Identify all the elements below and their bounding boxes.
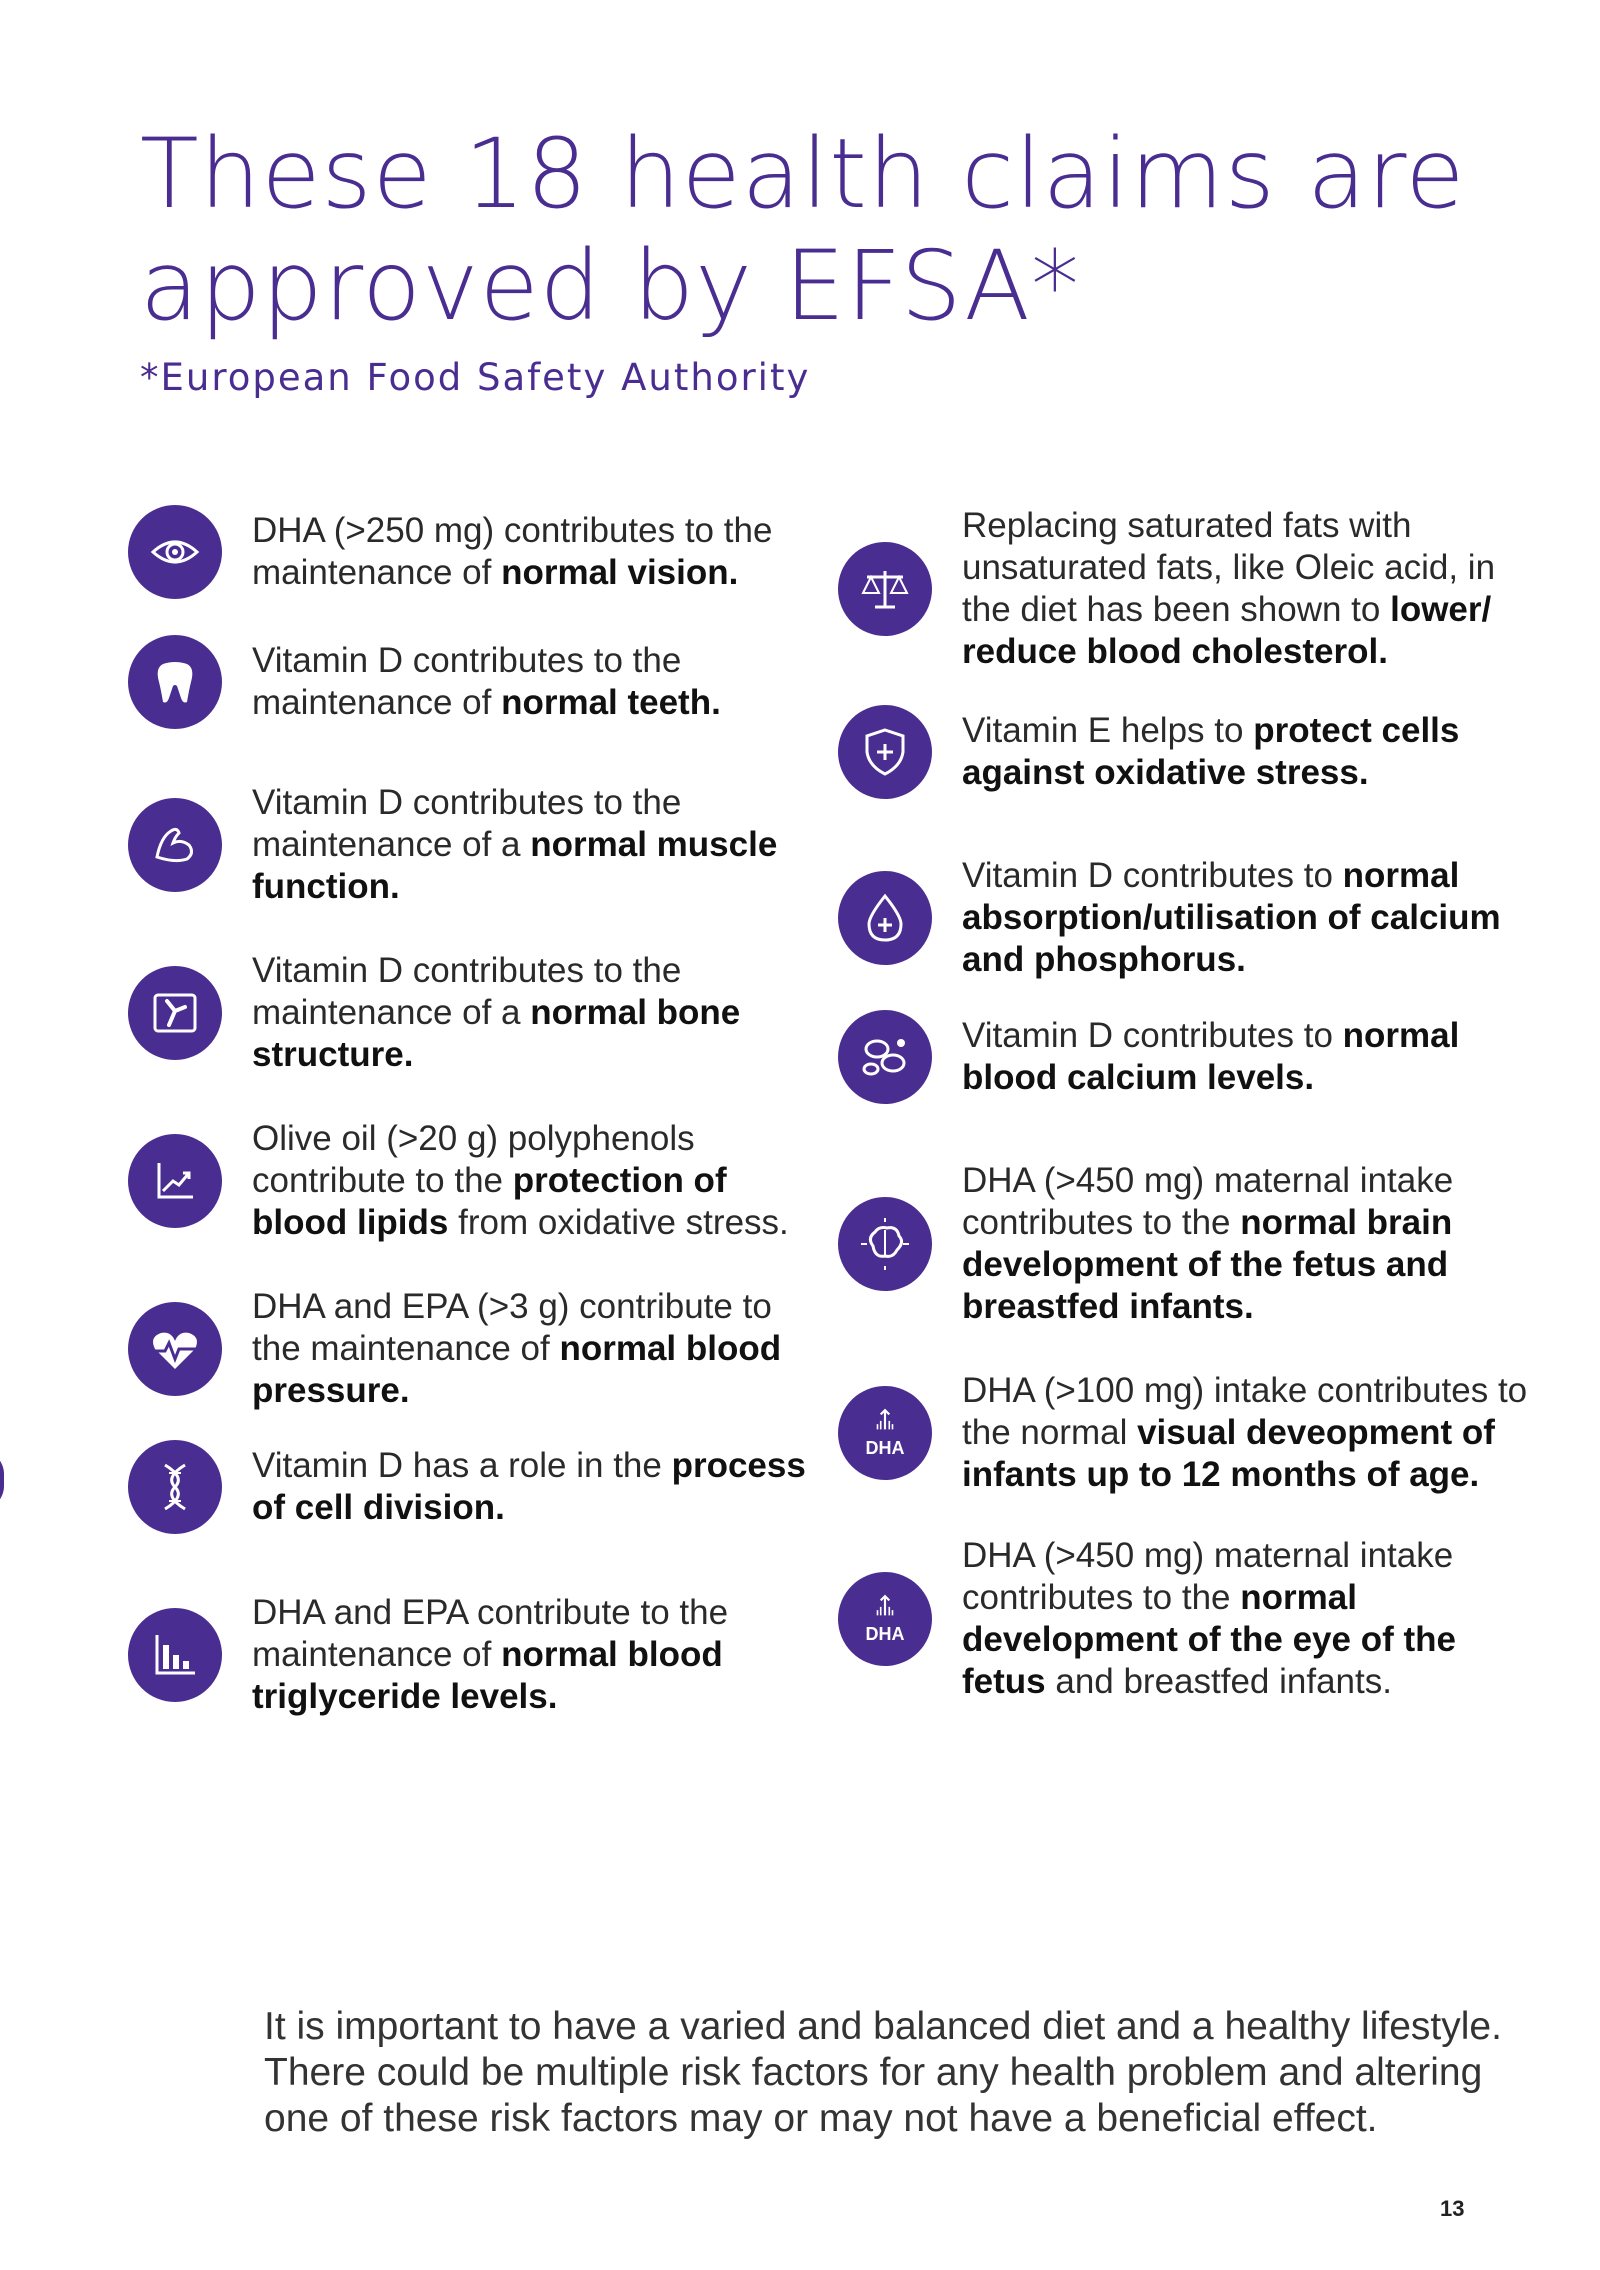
scales-icon (838, 542, 932, 636)
claim-cell-division (128, 1440, 812, 1534)
brain-icon (838, 1197, 932, 1291)
claim-text: Olive oil (>20 g) polyphenols contribute to the protection of blood lipids from oxidative stress. (252, 1119, 789, 1242)
claim-normal-vision (128, 505, 812, 599)
bone-joint-icon (128, 966, 222, 1060)
claim-text: Vitamin D contributes to the maintenance of normal teeth. (252, 641, 721, 722)
claim-calcium-absorption (838, 855, 1532, 981)
claim-text: Vitamin D contributes to normal blood calcium levels. (962, 1016, 1460, 1097)
page-number: 13 (1440, 2196, 1465, 2221)
page-title (140, 118, 1520, 342)
claim-text: DHA (>450 mg) maternal intake contributes to the normal development of the eye of the fetus and breastfed infants. (962, 1536, 1456, 1701)
trend-chart-icon (128, 1134, 222, 1228)
subtitle: *European Food Safety Authority (140, 356, 811, 399)
claim-text: Vitamin D has a role in the process of cell division. (252, 1446, 806, 1527)
claim-text: Vitamin D contributes to the maintenance of a normal bone structure. (252, 951, 741, 1074)
claim-text: DHA and EPA contribute to the maintenance of normal blood triglyceride levels. (252, 1593, 729, 1716)
claim-normal-teeth (128, 635, 812, 729)
shield-plus-icon (838, 705, 932, 799)
claim-blood-lipids (128, 1118, 812, 1244)
claim-fetus-eye-development (838, 1535, 1532, 1703)
tooth-icon (128, 635, 222, 729)
claim-infant-visual-development (838, 1370, 1532, 1496)
claim-bone-structure (128, 950, 812, 1076)
disclaimer-note (264, 2004, 1564, 2142)
bar-chart-icon (128, 1608, 222, 1702)
claim-blood-cholesterol (838, 505, 1532, 673)
note-line-1: It is important to have a varied and balanced diet and a healthy lifestyle. (264, 2005, 1502, 2048)
claim-text: DHA (>450 mg) maternal intake contributes to the normal brain development of the fetus and breastfed infants. (962, 1161, 1454, 1326)
claim-protect-cells (838, 705, 1532, 799)
dha-arrow-icon (838, 1572, 932, 1666)
claim-text: Vitamin D contributes to the maintenance of a normal muscle function. (252, 783, 778, 906)
note-line-2: There could be multiple risk factors for any health problem and altering (264, 2051, 1483, 2094)
claim-blood-pressure (128, 1286, 812, 1412)
dna-icon (128, 1440, 222, 1534)
claim-text: Vitamin D contributes to normal absorption/utilisation of calcium and phosphorus. (962, 856, 1501, 979)
eye-icon (128, 505, 222, 599)
claim-text: Vitamin E helps to protect cells against oxidative stress. (962, 711, 1460, 792)
claim-text: DHA (>250 mg) contributes to the maintenance of normal vision. (252, 511, 773, 592)
blood-cells-icon (838, 1010, 932, 1104)
dha-arrow-icon (838, 1386, 932, 1480)
drop-plus-icon (838, 871, 932, 965)
dha-icon-label: DHA (865, 1624, 905, 1644)
note-line-3: one of these risk factors may or may not have a beneficial effect. (264, 2097, 1378, 2140)
title-line-1: These 18 health claims are (140, 118, 1466, 230)
muscle-icon (128, 798, 222, 892)
claim-text: DHA and EPA (>3 g) contribute to the maintenance of normal blood pressure. (252, 1287, 782, 1410)
edge-tab-mark (0, 1450, 4, 1510)
claim-text: DHA (>100 mg) intake contributes to the normal visual deveopment of infants up to 12 months of age. (962, 1371, 1528, 1494)
heart-pulse-icon (128, 1302, 222, 1396)
claim-triglycerides (128, 1592, 812, 1718)
claim-text: Replacing saturated fats with unsaturated fats, like Oleic acid, in the diet has been shown to lower/ reduce blood cholesterol. (962, 506, 1496, 671)
dha-icon-label: DHA (865, 1438, 905, 1458)
claim-brain-development (838, 1160, 1532, 1328)
claim-muscle-function (128, 782, 812, 908)
claim-blood-calcium (838, 1010, 1532, 1104)
title-line-2: approved by EFSA* (140, 230, 1080, 342)
